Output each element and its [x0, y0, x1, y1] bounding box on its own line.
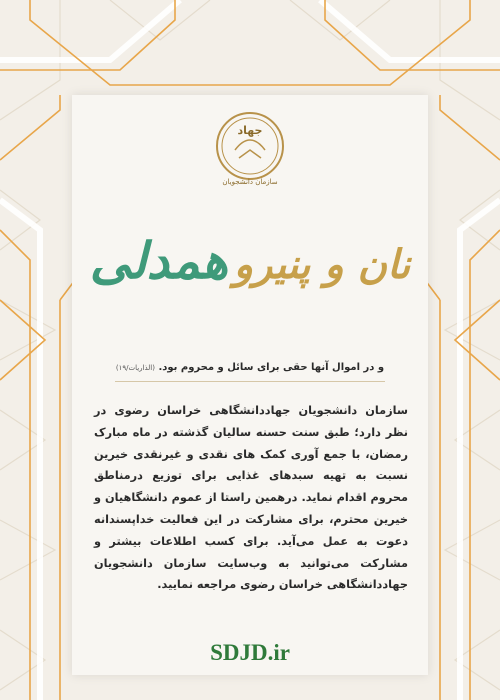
- headline-part1: نان و پنیرو: [233, 241, 411, 288]
- divider: [115, 381, 385, 382]
- announcement-text: سازمان دانشجویان جهاددانشگاهی خراسان رضوی در نظر دارد؛ طبق سنت حسنه سالیان گذشته در ماه مبارک رمضان، با جمع آوری کمک های نقدی و غیرنقدی خیرین نسبت به تهیه سبدهای غذایی برای توزیع درمناطق محروم اقدام نماید. درهمین راستا از عموم دانشگاهیان و خیرین محترم، برای مشارکت در این فعالیت خداپسندانه دعوت به عمل می‌آید. برای کسب اطلاعات بیشتر و مشارکت می‌توانید به وب‌سایت سازمان دانشجویان جهاددانشگاهی خراسان رضوی مراجعه نمایید.: [94, 404, 408, 592]
- headline-calligraphy: [82, 208, 418, 313]
- verse-text: و در اموال آنها حقی برای سائل و محروم بود.: [158, 362, 385, 373]
- headline-part2: همدلی: [89, 231, 229, 290]
- website-link[interactable]: SDJD.ir: [210, 640, 290, 665]
- verse-reference: (الذاریات/۱۹): [115, 364, 155, 372]
- logo-caption: سازمان دانشجویان: [222, 178, 278, 186]
- quran-verse: [100, 362, 400, 373]
- logo-title: جهاد: [237, 124, 263, 137]
